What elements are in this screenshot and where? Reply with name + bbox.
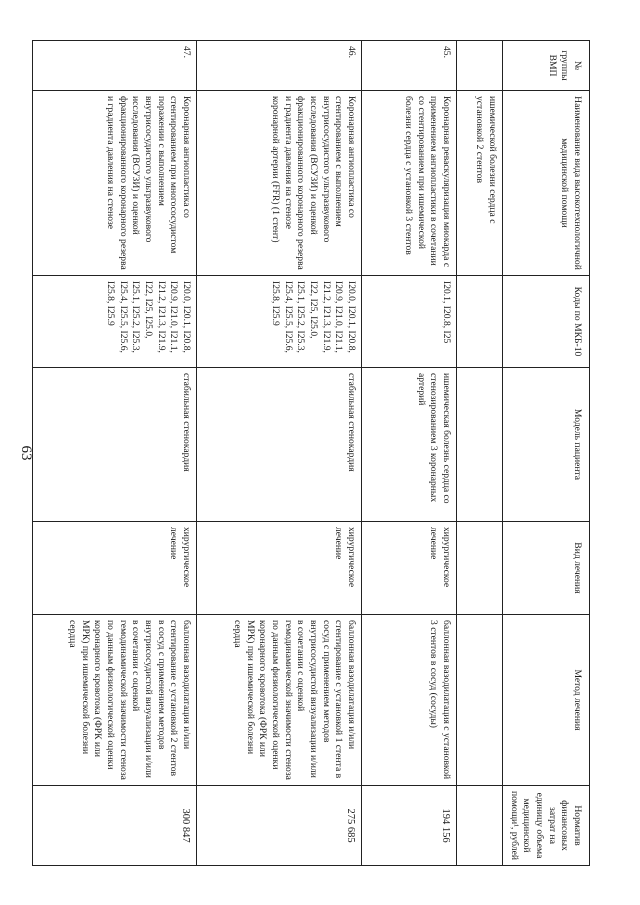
cell-type: хирургическое лечение	[362, 522, 457, 615]
cell-num: 45.	[362, 41, 457, 91]
cell-cost: 194 156	[362, 786, 457, 866]
cell-cost: 300 847	[33, 786, 197, 866]
cell-model: стабильная стенокардия	[33, 368, 197, 522]
table-row-continuation	[457, 41, 503, 866]
cell-codes	[457, 276, 503, 368]
cell-method	[457, 615, 503, 786]
cell-model	[457, 368, 503, 522]
vmp-table	[32, 40, 590, 866]
cell-type: хирургическое лечение	[197, 522, 362, 615]
cell-method: баллонная вазодилатация и/или стентирование с установкой 1 стента в сосуд с применением методов внутрисосудистой визуализации и/или в сочетании с оценкой гемодинамической значимости стеноза по данным физиологической оценки коронарного кровотока (ФРК или МРК) при ишемической болезни сердца	[197, 615, 362, 786]
cell-method: баллонная вазодилатация с установкой 3 стентов в сосуд (сосуды)	[362, 615, 457, 786]
rotated-table-wrapper	[50, 40, 590, 865]
cell-num	[457, 41, 503, 91]
cell-cost: 275 685	[197, 786, 362, 866]
header-group-number: № группы ВМП	[503, 41, 590, 91]
cell-name: ишемической болезни сердца с установкой 2 стентов	[457, 91, 503, 276]
cell-num: 47.	[33, 41, 197, 91]
header-vmp-name: Наименование вида высокотехнологичной медицинской помощи	[503, 91, 590, 276]
header-treatment-type: Вид лечения	[503, 522, 590, 615]
cell-codes: I20.1, I20.8, I25	[362, 276, 457, 368]
page-number: 63	[18, 445, 34, 461]
cell-type	[457, 522, 503, 615]
table-row	[197, 41, 362, 866]
cell-cost	[457, 786, 503, 866]
cell-name: Коронарная ангиопластика со стентированием с выполнением внутрисосудистого ультразвукового исследования (ВСУЗИ) и оценкой фракционированного коронарного резерва и градиента давления на стенозе коронарной артерии (FFR) (1 стент)	[197, 91, 362, 276]
table-header-row	[503, 41, 590, 866]
header-treatment-method: Метод лечения	[503, 615, 590, 786]
cell-codes: I20.0, I20.1, I20.8, I20.9, I21.0, I21.1, I21.2, I21.3, I21.9, I22, I25, I25.0, I25.1, I25.2, I25.3, I25.4, I25.5, I25.6, I25.8, I25.9	[33, 276, 197, 368]
cell-type: хирургическое лечение	[33, 522, 197, 615]
cell-name: Коронарная реваскуляризация миокарда с применением ангиопластики в сочетании со стентированием при ишемической болезни сердца с установкой 3 стентов	[362, 91, 457, 276]
header-cost-norm: Норматив финансовых затрат на единицу объема медицинской помощи¹, рублей	[503, 786, 590, 866]
table-row	[362, 41, 457, 866]
cell-codes: I20.0, I20.1, I20.8, I20.9, I21.0, I21.1, I21.2, I21.3, I21.9, I22, I25, I25.0, I25.1, I25.2, I25.3, I25.4, I25.5, I25.6, I25.8, I25.9	[197, 276, 362, 368]
cell-method: баллонная вазодилатация и/или стентирование с установкой 2 стентов в сосуд с применением методов внутрисосудистой визуализации и/или в сочетании с оценкой гемодинамической значимости стеноза по данным физиологической оценки коронарного кровотока (ФРК или МРК) при ишемической болезни сердца	[33, 615, 197, 786]
header-icd-codes: Коды по МКБ-10	[503, 276, 590, 368]
cell-model: стабильная стенокардия	[197, 368, 362, 522]
cell-num: 46.	[197, 41, 362, 91]
cell-name: Коронарная ангиопластика со стентированием при многососудистом поражении с выполнением внутрисосудистого ультразвукового исследования (ВСУЗИ) и оценкой фракционированного коронарного резерва и градиента давления на стенозе	[33, 91, 197, 276]
cell-model: ишемическая болезнь сердца со стенозированием 3 коронарных артерий	[362, 368, 457, 522]
header-patient-model: Модель пациента	[503, 368, 590, 522]
table-row	[33, 41, 197, 866]
